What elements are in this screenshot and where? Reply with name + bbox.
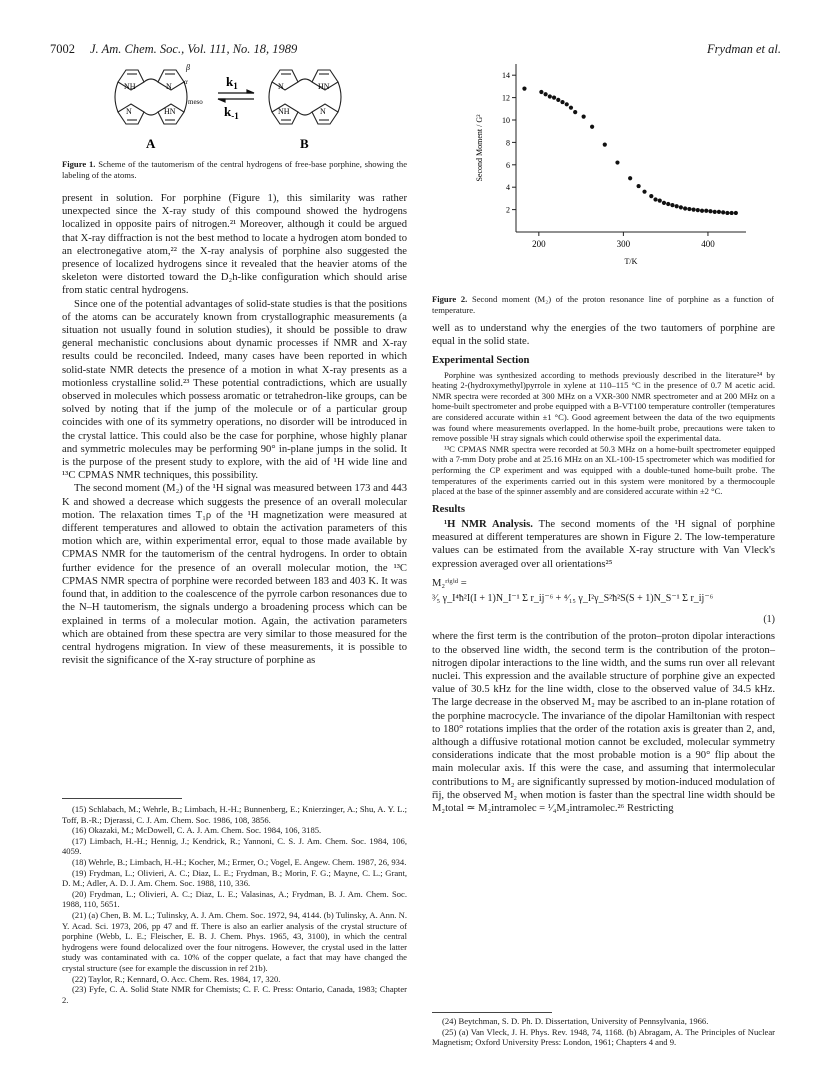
x-axis-label: T/K	[624, 257, 638, 266]
paragraph: present in solution. For porphine (Figure 1), this similarity was rather unexpected since the X-ray study of this compound showed the hydrogens localized in opposite pairs of nitrogen.²¹ Moreover, although it could be argued that X-ray diffraction is not the best method to locate a hydrogen atom bonded to an electronegative atom,²² the X-ray analysis of porphine also suggested the presence of localized hydrogens since it revealed that the heavier atoms of the skeleton were distorted toward the D₂h-like configuration which should arise from static central hydrogens.	[62, 193, 407, 297]
footnote-rule	[62, 798, 182, 799]
right-column-body	[432, 322, 775, 815]
x-tick-label: 400	[701, 239, 715, 249]
data-point	[560, 100, 564, 104]
data-point	[543, 92, 547, 96]
reference: (24) Beytchman, S. D. Ph. D. Dissertation, University of Pennsylvania, 1966.	[442, 1016, 709, 1026]
left-references	[62, 804, 407, 1005]
data-point	[548, 94, 552, 98]
figure-1-caption: Figure 1. Scheme of the tautomerism of the central hydrogens of free-base porphine, showing the labeling of the atoms.	[62, 159, 408, 180]
reference: (19) Frydman, L.; Olivieri, A. C.; Diaz, L. E.; Frydman, B.; Morin, F. G.; Mayne, C. L.; Grant, D. M.; Adler, A. D. J. Am. Chem. Soc. 1988, 110, 336.	[62, 867, 407, 889]
data-point	[713, 210, 717, 214]
k-1-label: $k_{-1}$	[224, 104, 239, 121]
figure-2-caption: Figure 2. Second moment (M₂) of the proton resonance line of porphine as a function of temperature.	[432, 294, 774, 315]
atom-label-hn: HN	[164, 107, 176, 116]
paragraph: ¹H NMR Analysis. The second moments of the ¹H signal of porphine measured at different temperatures are shown in Figure 2. The low-temperature values can be estimated from the available X-ray structure with Van Vleck's expression averaged over all orientations²⁵	[432, 518, 775, 570]
reference: (22) Taylor, R.; Kennard, O. Acc. Chem. Res. 1984, 17, 320.	[72, 973, 281, 984]
y-axis-label: Second Moment / G²	[475, 114, 484, 182]
y-tick-label: 2	[506, 205, 510, 215]
reference: (21) (a) Chen, B. M. L.; Tulinsky, A. J. Am. Chem. Soc. 1972, 94, 4144. (b) Tulinsky, A. Ann. N. Y. Acad. Sci. 1973, 206, pp 47 and ff. There is also an earlier analysis of the crystal structure of porphine (Webb, L. E.; Fleischer, E. B. J. Chem. Phys. 1965, 43, 3100), in which the central hydrogens were found delocalized over the four nitrogens. However, the crystal used in the latter study was contaminated with ca. 10% of the copper quelate, a fact that may have changed the crystal structure (see for example the discussion in ref 21b).	[62, 909, 407, 973]
data-point	[637, 184, 641, 188]
tautomer-a-label: A	[146, 136, 156, 151]
reference: (17) Limbach, H.-H.; Hennig, J.; Kendrick, R.; Yannoni, C. S. J. Am. Chem. Soc. 1984, 106, 4059.	[62, 835, 407, 857]
data-point	[725, 211, 729, 215]
tautomer-b-label: B	[300, 136, 309, 151]
data-point	[700, 209, 704, 213]
section-heading-experimental: Experimental Section	[432, 355, 530, 367]
figure-2-chart	[470, 58, 770, 280]
reference: (18) Wehrle, B.; Limbach, H.-H.; Kocher, M.; Ermer, O.; Vogel, E. Angew. Chem. 1987, 26, 934.	[72, 856, 407, 867]
section-heading-results: Results	[432, 503, 465, 515]
journal-citation: J. Am. Chem. Soc., Vol. 111, No. 18, 1989	[90, 42, 298, 56]
data-point	[662, 201, 666, 205]
data-point	[687, 207, 691, 211]
x-tick-label: 300	[616, 239, 631, 249]
data-point	[721, 210, 725, 214]
data-point	[642, 190, 646, 194]
reference: (25) (a) Van Vleck, J. H. Phys. Rev. 1948, 74, 1168. (b) Abragam, A. The Principles of Nuclear Magnetism; Oxford University Press: London, 1961; Chapters 4 and 9.	[432, 1026, 775, 1048]
atom-label-n: N	[126, 107, 132, 116]
y-tick-label: 12	[502, 93, 510, 103]
data-point	[539, 90, 543, 94]
paragraph: The second moment (M₂) of the ¹H signal was measured between 173 and 443 K and showed a decrease which suggests the presence of an overall molecular motion. The relaxation times T₁ρ of the ¹H magnetization were measured at different temperatures and allowed to obtain the activation parameters of this motion which are, within experimental error, equal to those made available by CPMAS NMR for the tautomerism of the central hydrogens. In order to obtain further evidence for the presence of an overall molecular motion, the ¹³C CPMAS NMR spectra of porphine were recorded between 183 and 403 K. It was found that, in addition to the coalescence of the pyrrole carbon resonances due to the N–H tautomerism, the signals undergo a broadening process which can be explained in terms of a molecular motion. Again, the activation parameters which are obtained from these spectra are very similar to those measured for the central hydrogens migration. In view of these measurements, it is possible to revisit the significance of the X-ray structure of porphine as	[62, 483, 407, 667]
data-point	[666, 202, 670, 206]
data-point	[552, 96, 556, 100]
data-point	[573, 110, 577, 114]
running-authors: Frydman et al.	[707, 42, 781, 56]
data-point	[649, 194, 653, 198]
data-point	[708, 209, 712, 213]
atom-label-nh: NH	[124, 82, 136, 91]
beta-label: β	[186, 63, 190, 72]
data-point	[615, 160, 619, 164]
data-point	[675, 204, 679, 208]
meso-label: meso	[188, 98, 203, 106]
paragraph: ¹³C CPMAS NMR spectra were recorded at 50.3 MHz on a home-built spectrometer equipped with a 7-mm Doty probe and at 25.16 MHz on an XL-100-15 spectrometer which was modified for performing the CP experiment and was equipped with a double-tuned home-built probe. The temperatures of the experiments carried out in this system were monitored by a thermocouple placed at the base of the spinner assembly and are considered accurate within ±2 °C.	[432, 443, 775, 497]
footnote-rule	[432, 1012, 552, 1013]
right-references	[432, 1016, 775, 1048]
figure-1-scheme	[108, 62, 348, 152]
subsection-heading: ¹H NMR Analysis.	[444, 518, 533, 530]
paragraph: well as to understand why the energies of the two tautomers of porphine are equal in the solid state.	[432, 323, 775, 348]
data-point	[628, 176, 632, 180]
reference: (16) Okazaki, M.; McDowell, C. A. J. Am. Chem. Soc. 1984, 106, 3185.	[72, 825, 322, 836]
data-point	[522, 87, 526, 91]
y-tick-label: 14	[502, 71, 510, 81]
data-point	[670, 203, 674, 207]
y-tick-label: 6	[506, 160, 510, 170]
equilibrium-arrows	[218, 90, 254, 102]
data-point	[658, 199, 662, 203]
alpha-label: α	[184, 78, 188, 86]
atom-label-n: N	[320, 107, 326, 116]
data-point	[679, 205, 683, 209]
y-tick-label: 4	[506, 183, 510, 193]
k1-label: $k_1$	[226, 74, 238, 91]
data-point	[704, 209, 708, 213]
data-point	[653, 197, 657, 201]
paragraph: where the first term is the contribution of the proton–proton dipolar interactions to the observed line width, the second term is the contribution of the proton–nitrogen dipolar interactions to the line width, and the sums run over all relevant nuclei. This expression and the available structure of porphine give an expected value of 30.5 kHz for the line width, close to the observed value of 34.5 kHz. The large decrease in the observed M₂ may be ascribed to an in-plane rotation of the porphine macrocycle. The invariance of the dipolar Hamiltonian with respect to 180° rotations implies that the order of the rotation axis is greater than 2, and, although a diffusive rotational motion cannot be excluded, molecular symmetry considerations indicate that the most probable motion is a 90° flip about the main molecular axis. If this were the case, and assuming that intermolecular contributions to M₂ are significantly supressed by motion-induced modulation of r̄ij, the observed M₂ when motion is faster than the spectral line width should be M₂total ≃ M₂intramolec = ¹⁄₄M₂intramolec.²⁶ Restricting	[432, 631, 775, 814]
data-point	[590, 125, 594, 129]
reference: (20) Frydman, L.; Olivieri, A. C.; Diaz, L. E.; Valasinas, A.; Frydman, B. J. Am. Chem. Soc. 1988, 110, 5651.	[62, 888, 407, 910]
reference: (15) Schlabach, M.; Wehrle, B.; Limbach, H.-H.; Bunnenberg, E.; Knierzinger, A.; Shu, A. Y. L.; Toff, B.-R.; Djerassi, C. J. Am. Chem. Soc. 1986, 108, 3856.	[62, 804, 407, 825]
x-tick-label: 200	[532, 239, 546, 249]
atom-label-nh: NH	[278, 107, 290, 116]
atom-label-n: N	[166, 82, 172, 91]
data-point	[691, 208, 695, 212]
data-point	[565, 102, 569, 106]
data-point	[730, 211, 734, 215]
data-point	[683, 206, 687, 210]
equation-rhs: ³⁄₅ γ_I⁴ħ²I(I + 1)N_I⁻¹ Σ r_ij⁻⁶ + ⁴⁄₁₅ γ_I²γ_S²ħ²S(S + 1)N_S⁻¹ Σ r_ij⁻⁶	[432, 592, 714, 604]
data-point	[582, 115, 586, 119]
reference: (23) Fyfe, C. A. Solid State NMR for Chemists; C. F. C. Press: Ontario, Canada, 1983; Chapter 2.	[62, 984, 407, 1005]
data-point	[696, 208, 700, 212]
atom-label-n: N	[278, 82, 284, 91]
atom-label-hn: HN	[318, 82, 330, 91]
data-point	[556, 98, 560, 102]
data-point	[734, 211, 738, 215]
equation-lhs: M₂ʳⁱᵍⁱᵈ =	[432, 577, 467, 589]
left-column-body	[62, 192, 407, 667]
y-tick-label: 10	[502, 116, 510, 125]
page-number: 7002	[50, 42, 75, 56]
y-tick-label: 8	[506, 138, 510, 148]
data-point	[569, 106, 573, 110]
paragraph: Porphine was synthesized according to methods previously described in the literature²⁴ by heating 2-(hydroxymethyl)pyrrole in xylene at 110–115 °C in the presence of 0.7 M acetic acid. NMR spectra were recorded at 300 MHz on a VXR-300 NMR spectrometer and at 200 MHz on a home-built spectrometer and probe equipped with a B-VT100 temperature controller (temperatures are considered accurate within ±1 °C). Good agreement between the data of the two equipments was found where measurements overlapped. In the home-built probe, precautions were taken to remove possible ¹H stray signals which could otherwise spoil the experimental data.	[432, 369, 775, 444]
paragraph: Since one of the potential advantages of solid-state studies is that the positions of the atoms can be accurately known from crystallographic measurements (a situation not usually found in solution studies), it should be possible to draw general mechanistic conclusions about dynamic processes if NMR and X-ray results could be reconciled. Indeed, many cases have been reported in which solid-state NMR detects the presence of a motion in what X-ray presents as a motionless crystalline solid.²³ These potential contradictions, which are usually observed in molecules which possess aromatic or tetrahedron-like groups, can be solved by noting that if the jump of the molecule or of a particular group coincides with one of its symmetry operations, no disorder will be introduced in the crystal lattice. This could also be the case for porphine, whose highly planar and symmetric molecules may be performing 90° in-plane jumps in the solid. It is the purpose of the present study to explore, with the aid of ¹H wide line and ¹³C CPMAS NMR techniques, this possibility.	[62, 298, 407, 482]
equation-number: (1)	[763, 614, 775, 626]
data-point	[603, 143, 607, 147]
data-point	[717, 210, 721, 214]
equation-1	[432, 592, 775, 626]
